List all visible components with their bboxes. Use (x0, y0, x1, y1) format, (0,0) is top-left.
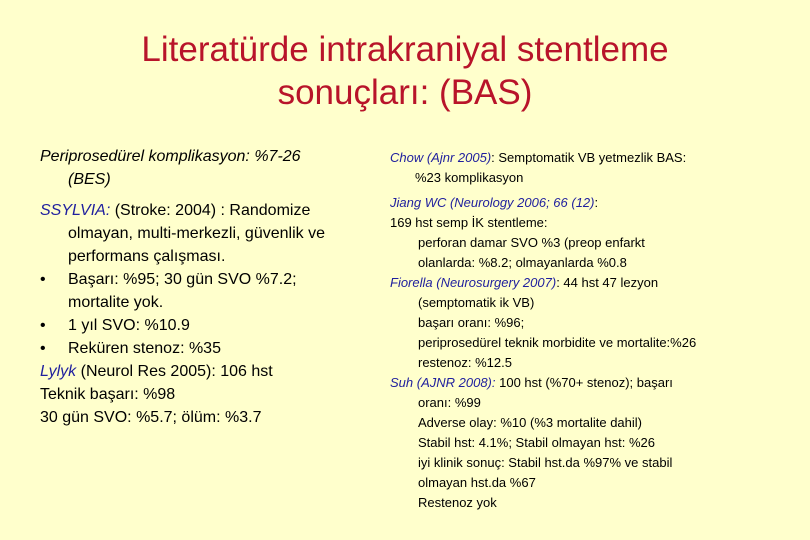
lylyk-citation: (Neurol Res 2005): 106 hst (76, 363, 273, 380)
chow-study (390, 148, 800, 168)
jiang-study (390, 193, 800, 213)
bullet-dot: • (40, 317, 46, 334)
jiang-line2: 169 hst semp İK stentleme: (390, 215, 548, 230)
periprocedural-line2: (BES) (68, 171, 111, 188)
right-column (390, 148, 800, 513)
chow-summary: : Semptomatik VB yetmezlik BAS: (491, 150, 687, 165)
suh-summary: 100 hst (%70+ stenoz); başarı (495, 375, 673, 390)
bullet-svo-1year (40, 314, 385, 337)
bullet-dot: • (40, 340, 46, 357)
slide-title (0, 28, 810, 114)
ssylvia-citation: (Stroke: 2004) : Randomize (110, 202, 311, 219)
svo-30-day: 30 gün SVO: %5.7; ölüm: %3.7 (40, 409, 262, 426)
lylyk-study (40, 360, 385, 383)
fiorella-line3: başarı oranı: %96; (418, 315, 525, 330)
jiang-line4: olanlarda: %8.2; olmayanlarda %0.8 (418, 255, 627, 270)
ssylvia-line2: olmayan, multi-merkezli, güvenlik ve (68, 225, 325, 242)
fiorella-line4: periprosedürel teknik morbidite ve mortalite:%26 (418, 335, 697, 350)
fiorella-study (390, 273, 800, 293)
fiorella-summary: : 44 hst 47 lezyon (556, 275, 659, 290)
bullet-success-line2: mortalite yok. (68, 294, 164, 311)
suh-line4: Stabil hst: 4.1%; Stabil olmayan hst: %26 (418, 435, 656, 450)
slide-title-line2: sonuçları: (BAS) (277, 73, 533, 112)
ssylvia-line3: performans çalışması. (68, 248, 226, 265)
ssylvia-study (40, 199, 385, 222)
suh-name: Suh (AJNR 2008): (390, 375, 496, 390)
bullet-restenosis-text: Reküren stenoz: %35 (68, 340, 221, 357)
bullet-success-line1: Başarı: %95; 30 gün SVO %7.2; (68, 271, 297, 288)
technical-success: Teknik başarı: %98 (40, 386, 176, 403)
chow-line2: %23 komplikasyon (415, 170, 524, 185)
suh-line6: olmayan hst.da %67 (418, 475, 536, 490)
jiang-colon: : (594, 195, 599, 210)
suh-line3: Adverse olay: %10 (%3 mortalite dahil) (418, 415, 642, 430)
left-column (40, 145, 385, 429)
lylyk-name: Lylyk (40, 363, 77, 380)
suh-line7: Restenoz yok (418, 495, 497, 510)
jiang-name: Jiang WC (Neurology 2006; 66 (12) (390, 195, 595, 210)
bullet-svo-1year-text: 1 yıl SVO: %10.9 (68, 317, 190, 334)
fiorella-line2: (semptomatik ik VB) (418, 295, 535, 310)
bullet-restenosis (40, 337, 385, 360)
jiang-line3: perforan damar SVO %3 (preop enfarkt (418, 235, 645, 250)
chow-name: Chow (Ajnr 2005) (390, 150, 492, 165)
bullet-dot: • (40, 271, 46, 288)
suh-study (390, 373, 800, 393)
bullet-success (40, 268, 385, 291)
fiorella-name: Fiorella (Neurosurgery 2007) (390, 275, 557, 290)
periprocedural-complication (40, 145, 385, 168)
fiorella-line5: restenoz: %12.5 (418, 355, 512, 370)
periprocedural-line1: Periprosedürel komplikasyon: %7-26 (40, 148, 301, 165)
ssylvia-name: SSYLVIA: (40, 202, 111, 219)
suh-line2: oranı: %99 (418, 395, 481, 410)
slide-title-line1: Literatürde intrakraniyal stentleme (141, 30, 669, 69)
suh-line5: iyi klinik sonuç: Stabil hst.da %97% ve stabil (418, 455, 673, 470)
